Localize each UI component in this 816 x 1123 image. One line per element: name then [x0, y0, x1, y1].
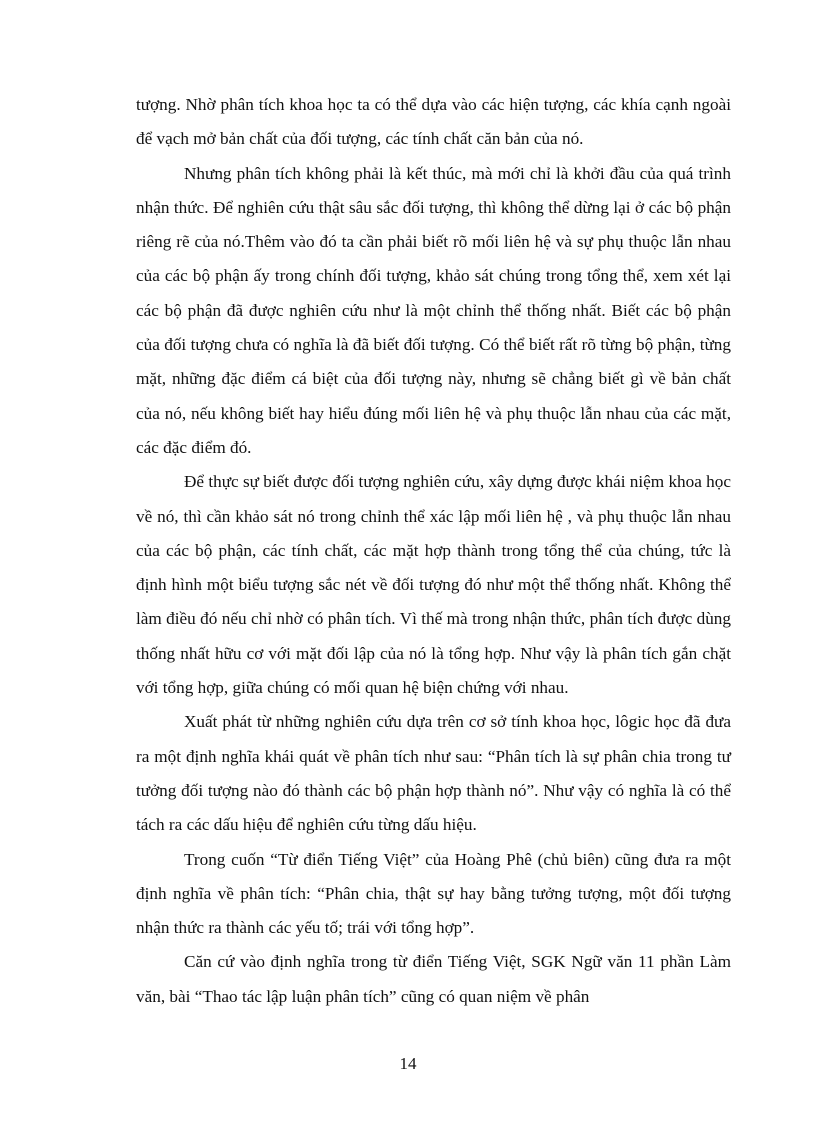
- paragraph-logic-definition: Xuất phát từ những nghiên cứu dựa trên cơ sở tính khoa học, lôgic học đã đưa ra một định nghĩa khái quát về phân tích như sau: “Phân tích là sự phân chia trong tư tưởng đối tượng nào đó thành các bộ phận hợp thành nó”. Như vậy có nghĩa là có thể tách ra các dấu hiệu để nghiên cứu từng dấu hiệu.: [136, 712, 731, 835]
- paragraph-true-knowledge: Để thực sự biết được đối tượng nghiên cứu, xây dựng được khái niệm khoa học về nó, thì cần khảo sát nó trong chỉnh thể xác lập mối liên hệ , và phụ thuộc lẫn nhau của các bộ phận, các tính chất, các mặt hợp thành trong tổng thể của chúng, tức là định hình một biểu tượng sắc nét về đối tượng đó như một thể thống nhất. Không thể làm điều đó nếu chỉ nhờ có phân tích. Vì thế mà trong nhận thức, phân tích được dùng thống nhất hữu cơ với mặt đối lập của nó là tổng hợp. Như vậy là phân tích gắn chặt với tổng hợp, giữa chúng có mối quan hệ biện chứng với nhau.: [136, 472, 731, 698]
- document-body: [136, 88, 731, 1014]
- paragraph-textbook-definition: Căn cứ vào định nghĩa trong từ điển Tiếng Việt, SGK Ngữ văn 11 phần Làm văn, bài “Thao tác lập luận phân tích” cũng có quan niệm về phân: [136, 952, 731, 1006]
- page-number: 14: [399, 1054, 417, 1073]
- paragraph-continuation: tượng. Nhờ phân tích khoa học ta có thể dựa vào các hiện tượng, các khía cạnh ngoài để vạch mở bản chất của đối tượng, các tính chất căn bản của nó.: [136, 95, 731, 149]
- paragraph-analysis-not-end: Nhưng phân tích không phải là kết thúc, mà mới chỉ là khởi đầu của quá trình nhận thức. Để nghiên cứu thật sâu sắc đối tượng, thì không thể dừng lại ở các bộ phận riêng rẽ của nó.Thêm vào đó ta cần phải biết rõ mối liên hệ và sự phụ thuộc lẫn nhau của các bộ phận ấy trong chính đối tượng, khảo sát chúng trong tổng thể, xem xét lại các bộ phận đã được nghiên cứu như là một chỉnh thể thống nhất. Biết các bộ phận của đối tượng chưa có nghĩa là đã biết đối tượng. Có thể biết rất rõ từng bộ phận, từng mặt, những đặc điểm cá biệt của đối tượng này, nhưng sẽ chẳng biết gì về bản chất của nó, nếu không biết hay hiểu đúng mối liên hệ và phụ thuộc lẫn nhau của các mặt, các đặc điểm đó.: [136, 163, 731, 457]
- paragraph-dictionary-definition: Trong cuốn “Từ điển Tiếng Việt” của Hoàng Phê (chủ biên) cũng đưa ra một định nghĩa về phân tích: “Phân chia, thật sự hay bằng tưởng tượng, một đối tượng nhận thức ra thành các yếu tố; trái với tổng hợp”.: [136, 849, 731, 938]
